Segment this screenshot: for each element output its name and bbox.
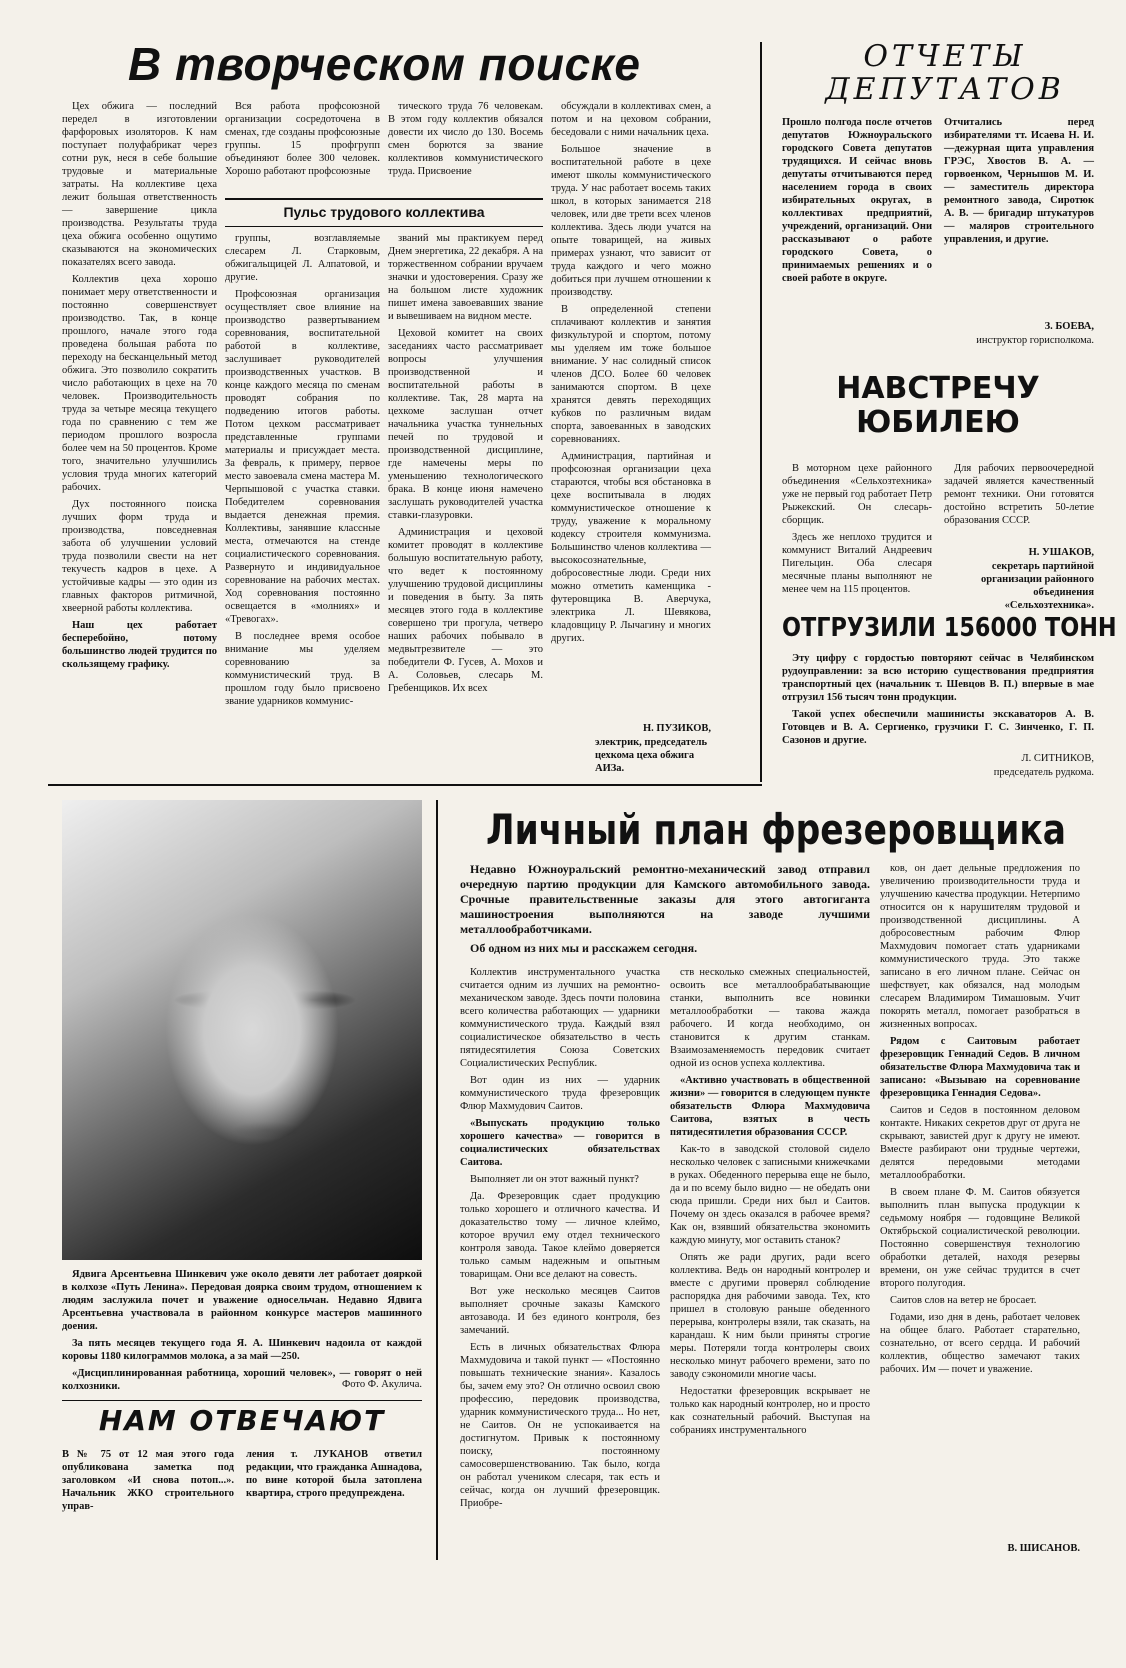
article1-col3-top [388, 100, 543, 190]
photo-credit: Фото Ф. Акулича. [341, 1379, 422, 1390]
miller-col2-p1: ств несколько смежных специальностей, освоить все металлообрабатывающие станки, выполнить все новинки металлообработки — такова жажда рабочего. И когда необходимо, он становится к другим станкам. Взаимозаменяемость передовик считает одной из основ успеха коллектива. [670, 967, 870, 1069]
article1-col4 [551, 100, 711, 720]
rule-middle-horizontal [48, 784, 762, 786]
deputies-signature-role: инструктор горисполкома. [976, 335, 1094, 346]
article1-signature: Н. ПУЗИКОВ, [642, 723, 711, 734]
reply-col2: ления т. ЛУКАНОВ ответил редакции, что гражданка Ашнадова, по вине которой была затоплена квартира, строго предупреждена. [246, 1449, 422, 1499]
photo-milkmaid [62, 800, 422, 1260]
reply-title: НАМ ОТВЕЧАЮТ [98, 1404, 386, 1437]
shipped-signature-role: председатель рудкома. [993, 767, 1094, 778]
miller-col1 [460, 966, 660, 1556]
shipped-title: ОТГРУЗИЛИ 156000 ТОНН [782, 613, 1117, 643]
jubilee-col1-p1: В моторном цехе районного объединения «Сельхозтехника» уже не первый год работает Петр Рыжекский. Он слесарь-сборщик. [782, 463, 932, 526]
miller-col3-p3: Саитов и Седов в постоянном деловом контакте. Никаких секретов друг от друга не скрывают, завистей друг к другу не имеют. Вместе разбирают они трудные чертежи, делятся передовыми методами металлообработки. [880, 1105, 1080, 1181]
photo-caption-p3: «Дисциплинированная работница, хороший человек», — говорят о ней колхозники. [62, 1368, 422, 1392]
article1-col2-top [225, 100, 380, 190]
miller-col2-p4: Опять же ради других, ради всего коллектива. Ведь он народный контролер и вместе с другими проверял соблюдение распорядка дня рабочими завода. Тех, кто пришел в столовую раньше обеденного перерыва, контролеры взяли, так сказать, на карандаш. К ним были приняты строгие меры. Потеряли тогда контролеры своих несколько минут рабочего времени, зато по заводу сэкономили многие часы. [670, 1252, 870, 1380]
miller-col3-p4: В своем плане Ф. М. Саитов обязуется выполнить план выпуска продукции к седьмому ноября — годовщине Великой Октябрьской социалистической революции. Постоянно совершенствуя технологию обработки деталей, находя резервы времени, он уже сейчас трудится в счет второго полугодия. [880, 1187, 1080, 1289]
miller-col2-p3: Как-то в заводской столовой сидело несколько человек с записными книжечками в руках. Обеденного перерыва еще не было, да и по всему было видно — не обедать они сюда пришли. Среди них был и Саитов. Почему он здесь оказался в рабочее время? Как он, взявший обязательства экономить каждую минуту, мог оставить станок? [670, 1144, 870, 1246]
subheading-bar [225, 198, 543, 227]
article1-col1-p4: Наш цех работает бесперебойно, потому большинство людей трудится по скользящему графику. [62, 620, 217, 670]
miller-col2-p2: «Активно участвовать в общественной жизни» — говорится в следующем пункте обязательств Флюра Махмудовича Саитова, взятых в честь пятидесятилетия образования СССР. [670, 1075, 870, 1138]
article1-col2b-p1: группы, возглавляемые слесарем Л. Старковым, обжигальщицей Л. Алпатовой, и другие. [225, 233, 380, 283]
article1-col1-p3: Дух постоянного поиска лучших форм труда и производства, повседневная забота об улучшении условий труда позволили свести на нет текучесть кадров в цехе. А устойчивые кадры — это один из главных факторов ритмичной, хвеерной работы коллектива. [62, 499, 217, 614]
deputies-signature: З. БОЕВА, [1044, 321, 1094, 332]
miller-col3-p6: Годами, изо дня в день, работает человек на общее благо. Работает старательно, сознательно, от всего сердца. И рабочий коллектив, общество замечают таких рабочих. Им — почет и уважение. [880, 1312, 1080, 1375]
miller-col3-p2: Рядом с Саитовым работает фрезеровщик Геннадий Седов. В личном обязательстве Флюра Махмудовича так и записано: «Вызываю на соревнование фрезеровщика Геннадия Седова». [880, 1036, 1080, 1099]
article1-col2b-p2: Профсоюзная организация осуществляет свое влияние на производство развертыванием соревнования, воспитательной работой в коллективе, заслушивает руководителей производственных участков. В конце каждого месяца по сменам проводят собрания по подведению итогов работы. Потом цехком рассматривает представленные группами материалы и присуждает места. За февраль, к примеру, первое место завоевала смена мастера М. Черпышовой с участка ставки. Победителем соревнования выдается денежная премия. Коллективы, занявшие классные места, отмечаются на стенде социалистического соревнования. Развернуто и индивидуальное соревнование на рабочих местах. Ход соревнования постоянно освещается в «молниях» и «Тревогах». [225, 289, 380, 625]
jubilee-col2-p1: Для рабочих первоочередной задачей является качественный ремонт техники. Они готовятся достойно встретить 50-летие образования СССР. [944, 463, 1094, 526]
miller-lead [460, 862, 870, 962]
deputies-col2: Отчитались перед избирателями тт. Исаева Н. И. —дежурная щита управления ГРЭС, Хвостов В. А. — горвоенком, Чернышов М. И. — заместитель директора ремонтного завода, Сиротюк А. В. — бригадир штукатуров — маляров строительного управления, и другие. [944, 117, 1094, 245]
jubilee-title [782, 372, 1094, 452]
miller-col1-p4: Выполняет ли он этот важный пункт? [470, 1174, 639, 1185]
sub-heading: Пульс трудового коллектива [283, 204, 485, 220]
miller-title: Личный план фрезеровщика [486, 805, 1066, 854]
headline-top: В творческом поиске [128, 38, 641, 90]
article1-col4-p1: обсуждали в коллективах смен, а потом и на цеховом собрании, беседовали с ними начальник цеха. [551, 101, 711, 138]
miller-col1-p3: «Выпускать продукцию только хорошего качества» — говорится в социалистических обязательствах Саитова. [460, 1118, 660, 1168]
article1-col1 [62, 100, 217, 750]
deputies-col1: Прошло полгода после отчетов депутатов Южноуральского городского Совета депутатов трудящихся. И сейчас вновь депутаты отчитываются перед населением города в своих избирательных округах, в коллективах предприятий, учреждений, организаций. Они рассказывают о работе городского Совета, о принимаемых решениях и о своей работе в округе. [782, 117, 932, 284]
article1-col3b-p2: Цеховой комитет на своих заседаниях часто рассматривает вопросы улучшения производственной и воспитательной работы в коллективе. Так, 28 марта на цехкоме заслушан отчет начальника участка туннельных печей по трудовой и производственной дисциплине, где намечены меры по уменьшению технологического брака. В конце июня намечено заслушать руководителей участка ставки-глазуровки. [388, 328, 543, 521]
jubilee-signature-role: секретарь партийной организации районного объединения «Сельхозтехника». [981, 561, 1094, 611]
deputies-title-line2: ДЕПУТАТОВ [825, 72, 1065, 107]
reply-col1: В № 75 от 12 мая этого года опубликована заметка под заголовком «И снова потоп...». Начальник ЖКО строительного управ- [62, 1449, 234, 1512]
miller-col1-p1: Коллектив инструментального участка считается одним из лучших на ремонтно-механическом заводе. Здесь почти половина всего количества работающих — ударники коммунистического труда. Каждый взял социалистическое обязательство в честь пятидесятилетия Союза Советских Социалистических Республик. [460, 967, 660, 1069]
article1-col1-p1: Цех обжига — последний передел в изготовлении фарфоровых изоляторов. К нам поступает полуфабрикат через сотни рук, неся в себе большие трудовые и материальные затраты. На коллективе цеха лежит большая ответственность — завершение цикла производства. Результаты труда цеха обжига особенно ощутимо сказываются на экономических показателях всего завода. [62, 101, 217, 268]
article1-col4-p2: Большое значение в воспитательной работе в цехе имеют школы коммунистического труда. У нас работает восемь таких школ, в которых занимается 218 человек, или две трети всех членов коллектива. Здесь люди учатся на опыте товарищей, на живых примерах узнают, что зависит от труда каждого и чего можно добиться при лучшем отношении к производству. [551, 144, 711, 298]
miller-signature: В. ШИСАНОВ. [1007, 1543, 1080, 1554]
rule-bottom-vertical [436, 800, 438, 1560]
miller-col2 [670, 966, 870, 1556]
article1-signature-role: электрик, председатель цехкома цеха обжига АИЗа. [595, 737, 708, 774]
article1-col2-p1: Вся работа профсоюзной организации сосредоточена в сменах, где созданы профсоюзные группы. 15 профгрупп объединяют более 300 человек. Хорошо работают профсоюзные [225, 101, 380, 177]
jubilee-title-line2: ЮБИЛЕЮ [856, 405, 1020, 440]
deputies-title [780, 40, 1110, 110]
deputies-title-line1: ОТЧЕТЫ [863, 39, 1027, 74]
shipped-signature: Л. СИТНИКОВ, [1021, 753, 1094, 764]
miller-col1-p6: Вот уже несколько месяцев Саитов выполняет срочные заказы Камского автозавода. И без единого контроля, без замечаний. [460, 1286, 660, 1336]
article1-col4-p3: В определенной степени сплачивают коллектив и занятия физкультурой и спортом, потому мы уделяем им тоже большое внимание. У нас солидный список членов ДСО. Более 60 человек занимаются спортом. В цехе хранятся девять переходящих кубков по различным видам спорта, завоеванных в заводских соревнованиях. [551, 304, 711, 445]
rule-reply-top [62, 1400, 422, 1401]
jubilee-col2 [944, 462, 1094, 542]
miller-col1-p7: Есть в личных обязательствах Флюра Махмудовича и такой пункт — «Постоянно повышать технические знания». Казалось бы, зачем ему это? Он отлично освоил свою профессию, передовик производства, ударник коммунистического труда... Но нет, не Саитов. Он не успокаивается на достигнутом. Привык к постоянному поиску, постоянному самосовершенствованию. Так было, когда он работал учеником слесаря, так есть и сейчас, когда он лучший фрезеровщик. Приобре- [460, 1342, 660, 1509]
miller-col1-p5: Да. Фрезеровщик сдает продукцию только хорошего и отличного качества. И доказательство тому — личное клеймо, которое вручил ему отдел технического контроля завода. Такое клеймо доверяется только самым надежным и опытным товарищам. Они все делают на совесть. [460, 1191, 660, 1280]
miller-col1-p2: Вот один из них — ударник коммунистического труда фрезеровщик Флюр Махмудович Саитов. [460, 1075, 660, 1112]
photo-caption-p2: За пять месяцев текущего года Я. А. Шинкевич надоила от каждой коровы 1180 килограммов молока, а за май —250. [62, 1338, 422, 1362]
miller-col3-p5: Саитов слов на ветер не бросает. [890, 1295, 1037, 1306]
jubilee-signature: Н. УШАКОВ, [1028, 547, 1094, 558]
miller-lead-p2: Об одном из них мы и расскажем сегодня. [470, 941, 698, 955]
miller-col2-p5: Недостатки фрезеровщик вскрывает не только как народный контролер, но и просто как сознательный рабочий. Выступая на собраниях инструментального [670, 1386, 870, 1436]
jubilee-title-line1: НАВСТРЕЧУ [836, 371, 1040, 406]
article1-col3b-p3: Администрация и цеховой комитет проводят в коллективе большую воспитательную работу, что ведет к постоянному улучшению трудовой дисциплины и поведения в быту. За пять месяцев этого года в коллективе совершено три прогула, четверо наших рабочих побывало в медвытрезвителе — это победители Ф. Гусев, А. Мохов и А. Соловьев, слесарь М. Гребенщиков. Их всех [388, 527, 543, 694]
article1-col3-p1: тического труда 76 человекам. В этом году коллектив обязался довести их число до 130. Восемь смен борются за звание коллективов коммунистического труда. Присвоение [388, 101, 543, 177]
miller-lead-p1: Недавно Южноуральский ремонтно-механический завод отправил очередную партию продукции для Камского автомобильного завода. Срочные правительственные заказы для этого автогиганта машиностроения выполняются на заводе лучшими металлообработчиками. [460, 862, 870, 936]
article1-col3-bottom [388, 232, 543, 752]
shipped-text-p2: Такой успех обеспечили машинисты экскаваторов А. В. Готовцев и В. А. Сергиенко, грузчики Г. С. Зинченко, Г. П. Сазонов и другие. [782, 709, 1094, 746]
miller-col3 [880, 862, 1080, 1538]
shipped-text-p1: Эту цифру с гордостью повторяют сейчас в Челябинском рудоуправлении: за всю историю существования предприятия транспортный цех (начальник т. Шевцов В. П.) впервые в мае отгрузил 156 тысяч тонн продукции. [782, 653, 1094, 703]
article1-col2b-p3: В последнее время особое внимание мы уделяем соревнованию за коммунистический труд. В прошлом году было присвоено звание ударников коммунис- [225, 631, 380, 707]
rule-top-vertical [760, 42, 762, 782]
article1-col1-p2: Коллектив цеха хорошо понимает меру ответственности и постоянно совершенствует производство. Так, в конце прошлого, начале этого года проведена большая работа по переходу на бесканцельный метод обжига. Это позволило сократить число работающих в цехе на 70 человек. Производительность труда за четыре месяца текущего года по сравнению с тем же периодом прошлого возросла более чем на 50 процентов. Кроме того, значительно улучшились условия труда многих категорий рабочих. [62, 274, 217, 493]
photo-caption-p1: Ядвига Арсентьевна Шинкевич уже около девяти лет работает дояркой в колхозе «Путь Ленина». Передовая доярка своим трудом, отношением к людям заслужила почет и уважение односельчан. Недавно Ядвига Арсентьевна участвовала в районном конкурсе мастеров машинного доения. [62, 1269, 422, 1332]
article1-col2-bottom [225, 232, 380, 752]
jubilee-col1 [782, 462, 932, 612]
shipped-text [782, 652, 1094, 752]
article1-col3b-p1: званий мы практикуем перед Днем энергетика, 22 декабря. А на торжественном собрании вручаем значки и удостоверения. Сразу же на большом листе художник пишет имена завоевавших звание и вывешиваем на видном месте. [388, 233, 543, 322]
miller-col3-p1: ков, он дает дельные предложения по увеличению производительности труда и улучшению качества продукции. Нетерпимо относится он к нарушителям трудовой и производственной дисциплины. А добросовестным рабочим Флюр Махмудович помогает стать ударниками коммунистического труда. Это также записано в его личном плане. Сейчас он шефствует, как обязался, над молодым слесарем Владимиром Тимашовым. Учит покорять металл, помогает разобраться в жизненных вопросах. [880, 863, 1080, 1030]
article1-col4-p4: Администрация, партийная и профсоюзная организации цеха стараются, чтобы вся обстановка в цехе воспитывала в людях коммунистическое отношение к труду, уважение к моральному кодексу строителя коммунизма. Большинство членов коллектива — высокосознательные, добросовестные люди. Среди них можно отметить каменщика - футеровщика В. Аверчука, электрика Л. Шевякова, кладовщицу Р. Лычагину и многих других. [551, 451, 711, 644]
jubilee-col1-p2: Здесь же неплохо трудится и коммунист Виталий Андреевич Пигельцин. Оба слесаря месячные планы выполняют не менее чем на 115 процентов. [782, 532, 932, 595]
